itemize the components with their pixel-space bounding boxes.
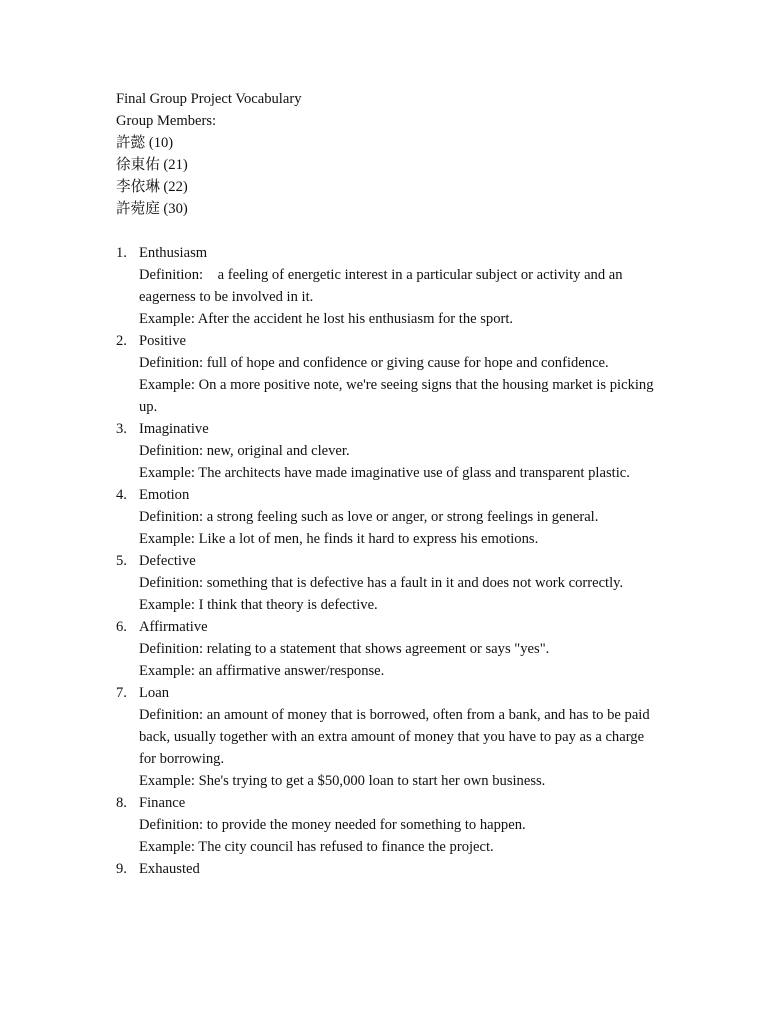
entry-example: Example: I think that theory is defective. [139, 597, 378, 613]
entry-example: Example: Like a lot of men, he finds it hard to express his emotions. [139, 531, 539, 547]
entry-word: Positive [139, 333, 187, 349]
entry-example: Example: On a more positive note, we're seeing signs that the housing market is picking up. [139, 377, 654, 415]
entry-word: Defective [139, 553, 196, 569]
entry-word: Imaginative [139, 421, 209, 437]
document-body [116, 88, 676, 880]
entry-number: 1. [116, 245, 127, 261]
group-members-label: Group Members: [116, 113, 217, 129]
entry-number: 3. [116, 421, 127, 437]
entry-word: Affirmative [139, 619, 208, 635]
entry-definition: Definition: new, original and clever. [139, 443, 350, 459]
document-title: Final Group Project Vocabulary [116, 91, 302, 107]
entry-example: Example: an affirmative answer/response. [139, 663, 385, 679]
vocab-entry [116, 484, 676, 550]
group-member: 徐東佑 (21) [116, 157, 188, 173]
entry-word: Finance [139, 795, 186, 811]
entry-number: 2. [116, 333, 127, 349]
entry-number: 4. [116, 487, 127, 503]
entry-word: Enthusiasm [139, 245, 208, 261]
entry-example: Example: She's trying to get a $50,000 loan to start her own business. [139, 773, 546, 789]
entry-definition: Definition: full of hope and confidence or giving cause for hope and confidence. [139, 355, 609, 371]
entry-number: 8. [116, 795, 127, 811]
entry-word: Loan [139, 685, 169, 701]
vocab-entry [116, 418, 676, 484]
entry-number: 6. [116, 619, 127, 635]
entry-definition: Definition: a feeling of energetic interest in a particular subject or activity and an eagerness to be involved in it. [139, 267, 623, 305]
group-member: 李依琳 (22) [116, 179, 188, 195]
vocab-entry [116, 616, 676, 682]
entry-example: Example: The architects have made imaginative use of glass and transparent plastic. [139, 465, 630, 481]
entry-definition: Definition: to provide the money needed for something to happen. [139, 817, 526, 833]
entry-word: Exhausted [139, 861, 200, 877]
entry-number: 5. [116, 553, 127, 569]
entry-definition: Definition: relating to a statement that shows agreement or says "yes". [139, 641, 550, 657]
entry-definition: Definition: an amount of money that is borrowed, often from a bank, and has to be paid back, usually together with an extra amount of money that you have to pay as a charge for borrowing. [139, 707, 650, 767]
vocab-entry [116, 858, 676, 880]
entry-number: 7. [116, 685, 127, 701]
vocab-entry [116, 550, 676, 616]
section-spacer [116, 220, 676, 242]
entry-example: Example: The city council has refused to finance the project. [139, 839, 494, 855]
group-member: 許懿 (10) [116, 135, 174, 151]
group-member: 許菀庭 (30) [116, 201, 188, 217]
vocabulary-list [116, 242, 676, 880]
entry-definition: Definition: something that is defective has a fault in it and does not work correctly. [139, 575, 624, 591]
entry-example: Example: After the accident he lost his enthusiasm for the sport. [139, 311, 514, 327]
vocab-entry [116, 242, 676, 330]
entry-word: Emotion [139, 487, 190, 503]
entry-definition: Definition: a strong feeling such as love or anger, or strong feelings in general. [139, 509, 599, 525]
vocab-entry [116, 330, 676, 418]
entry-number: 9. [116, 861, 127, 877]
vocab-entry [116, 682, 676, 792]
vocab-entry [116, 792, 676, 858]
